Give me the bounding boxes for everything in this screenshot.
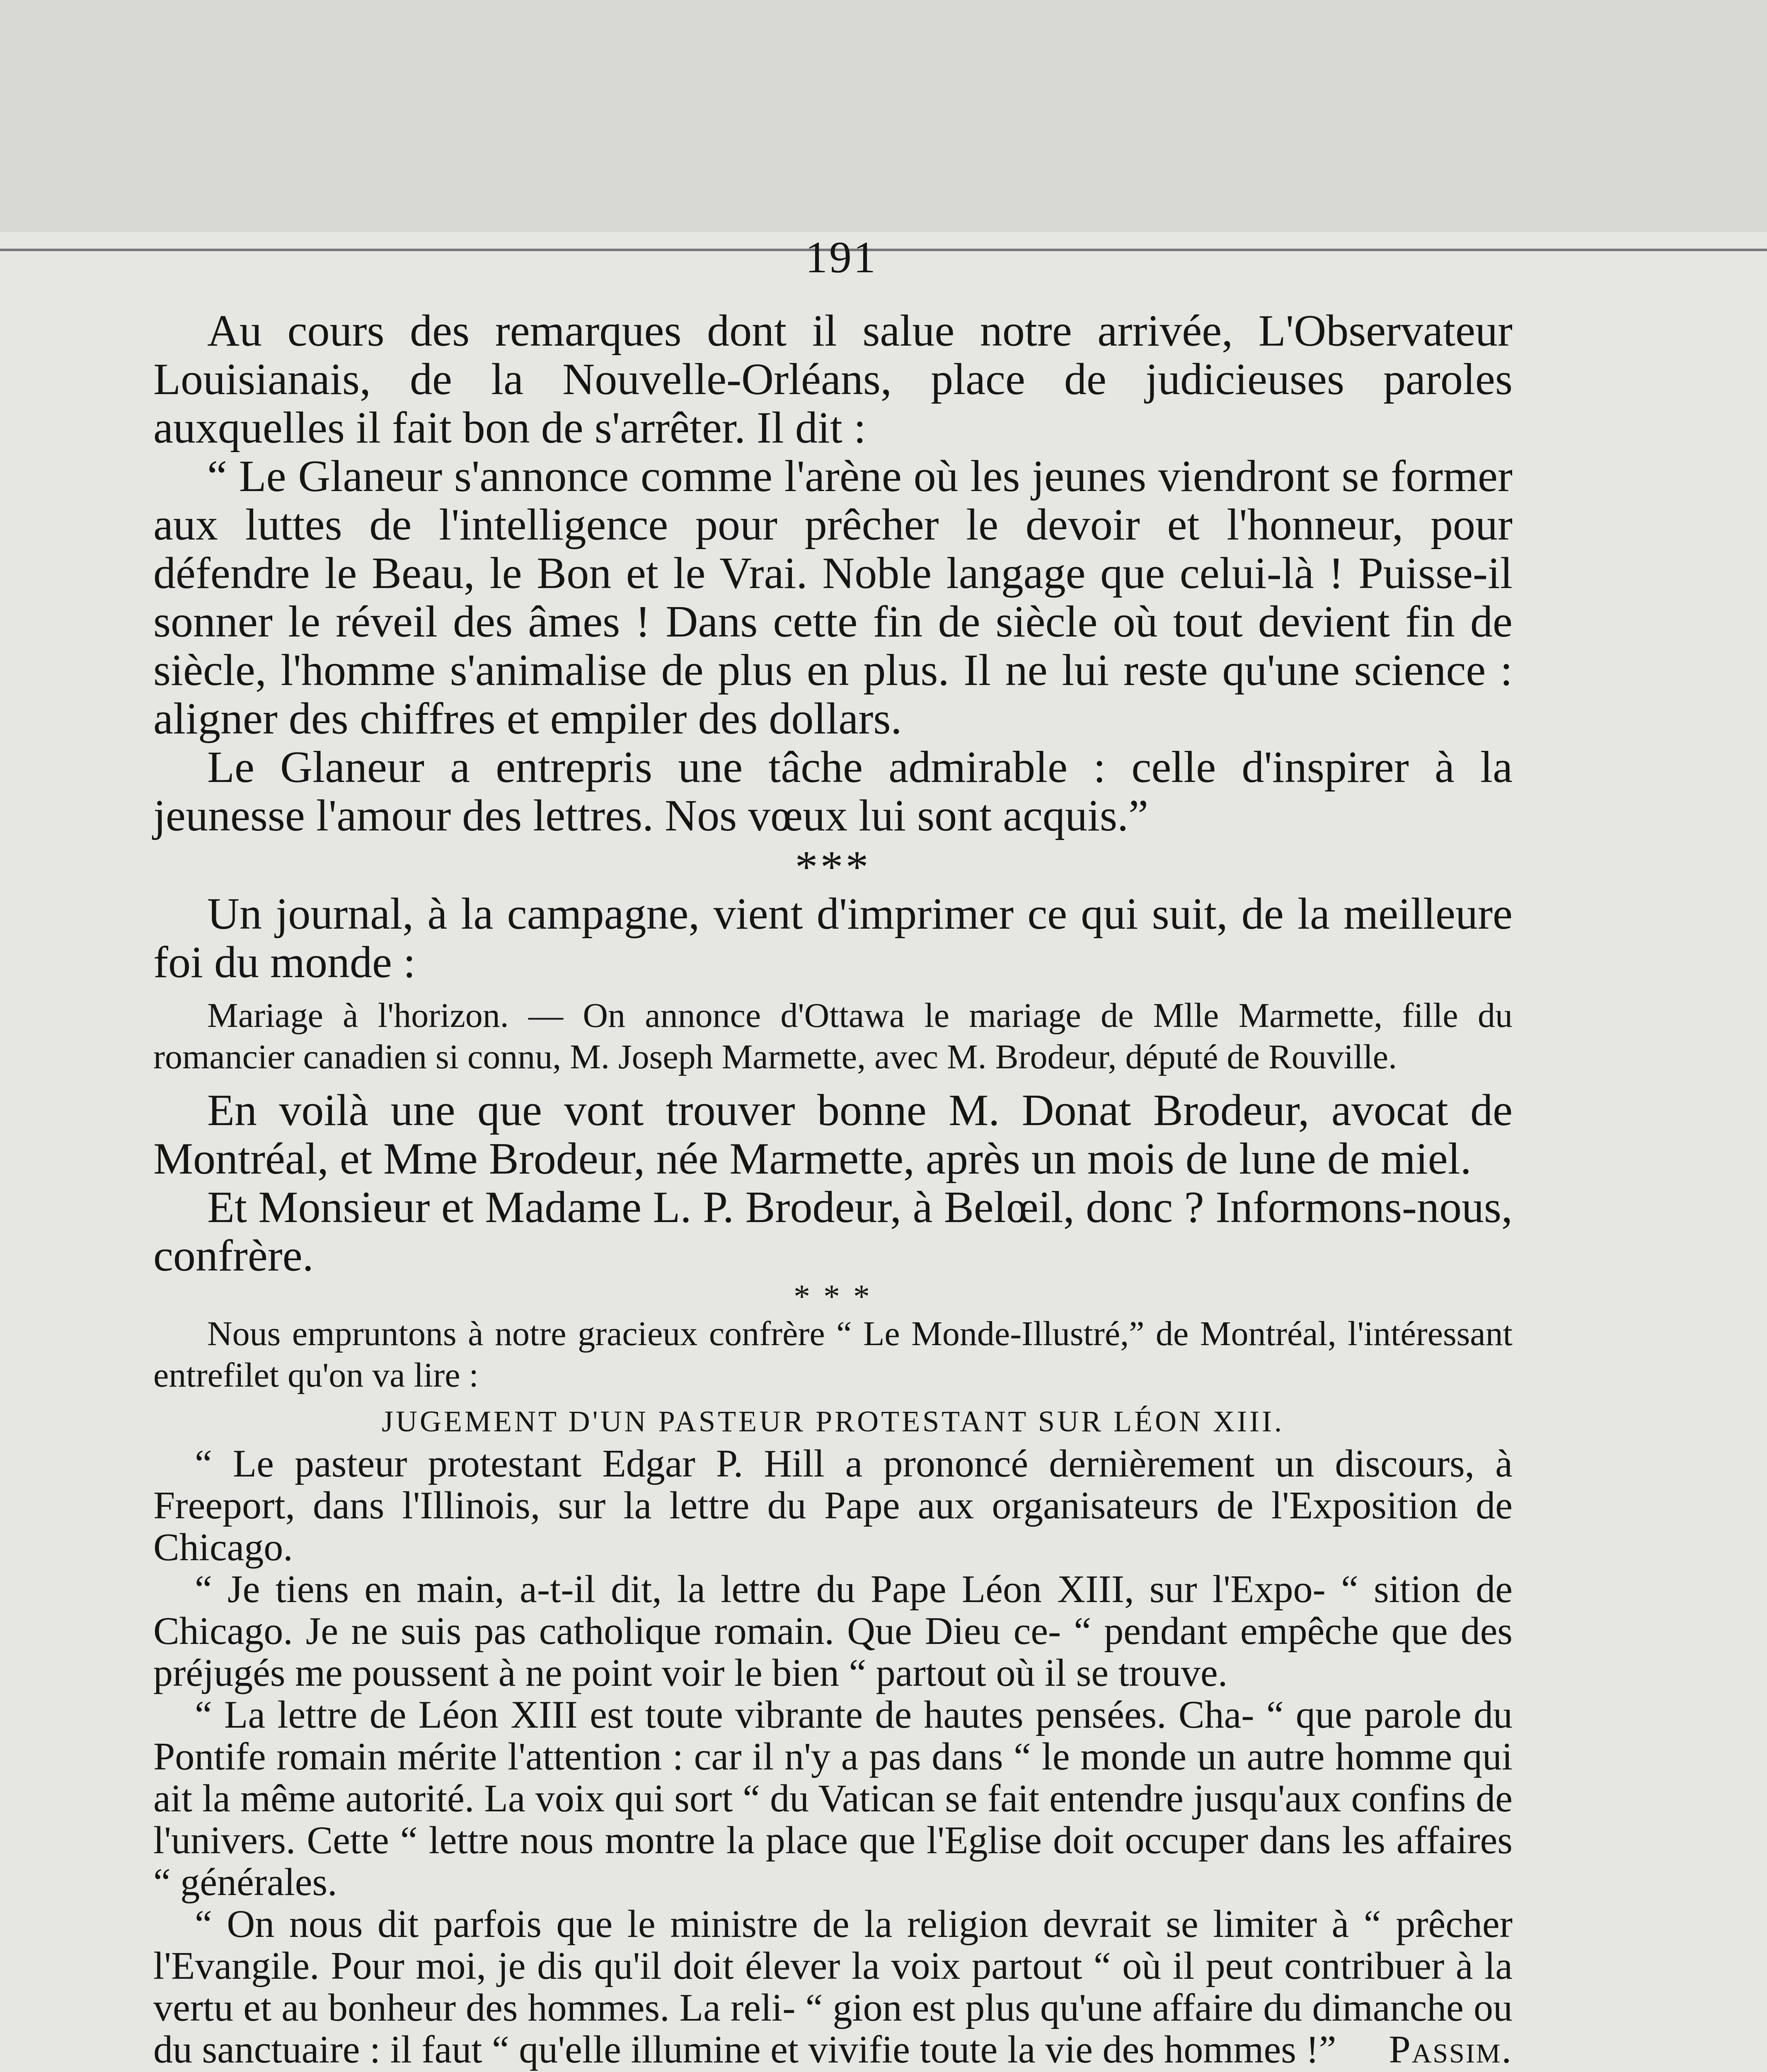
paragraph-hill-quote-3-text: “ On nous dit parfois que le ministre de la religion devrait se limiter à “ prêcher l'Evangile. Pour moi, je dis qu'il doit élever la voix partout “ où il peut contribuer à la vertu et au bonheur des hommes. La reli- “ gion est plus qu'une affaire du dimanche ou du sanctuaire : il faut “ qu'elle illumine et vivifie toute la vie des hommes !” (153, 1903, 1513, 2071)
paragraph-observateur-quote-end: Le Glaneur a entrepris une tâche admirable : celle d'inspirer à la jeunesse l'amour des lettres. Nos vœux lui sont acquis.” (153, 743, 1513, 840)
paragraph-informons-nous: Et Monsieur et Madame L. P. Brodeur, à Belœil, donc ? Informons-nous, confrère. (153, 1183, 1513, 1280)
paragraph-hill-discours: “ Le pasteur protestant Edgar P. Hill a prononcé dernièrement un discours, à Freeport, dans l'Illinois, sur la lettre du Pape aux organisateurs de l'Exposition de Chicago. (153, 1442, 1513, 1569)
paragraph-observateur-intro: Au cours des remarques dont il salue notre arrivée, L'Observateur Louisianais, de la Nouvelle-Orléans, place de judicieuses paroles auxquelles il fait bon de s'arrêter. Il dit : (153, 306, 1513, 453)
paragraph-hill-quote-2: “ La lettre de Léon XIII est toute vibrante de hautes pensées. Cha- “ que parole du Pontife romain mérite l'attention : car il n'y a pas dans “ le monde un autre homme qui ait la même autorité. La voix qui sort “ du Vatican se fait entendre jusqu'aux confins de l'univers. Cette “ lettre nous montre la place que l'Eglise doit occuper dans les affaires “ générales. (153, 1693, 1513, 1904)
paragraph-monde-illustre-intro: Nous empruntons à notre gracieux confrère “ Le Monde-Illustré,” de Montréal, l'intéressant entrefilet qu'on va lire : (153, 1314, 1513, 1394)
paragraph-mariage-notice: Mariage à l'horizon. — On annonce d'Ottawa le mariage de Mlle Marmette, fille du romancier canadien si connu, M. Joseph Marmette, avec M. Brodeur, député de Rouville. (153, 996, 1513, 1076)
page-top-margin (0, 0, 1767, 232)
article-body (153, 307, 1513, 2071)
paragraph-observateur-quote: “ Le Glaneur s'annonce comme l'arène où les jeunes viendront se former aux luttes de l'intelligence pour prêcher le devoir et l'honneur, pour défendre le Beau, le Bon et le Vrai. Noble langage que celui-là ! Puisse-il sonner le réveil des âmes ! Dans cette fin de siècle où tout devient fin de siècle, l'homme s'animalise de plus en plus. Il ne lui reste qu'une science : aligner des chiffres et empiler des dollars. (153, 452, 1513, 743)
paragraph-brodeur-comment: En voilà une que vont trouver bonne M. Donat Brodeur, avocat de Montréal, et Mme Brodeur, née Marmette, après un mois de lune de miel. (153, 1086, 1513, 1184)
paragraph-journal-intro: Un journal, à la campagne, vient d'imprimer ce qui suit, de la meilleure foi du monde : (153, 889, 1513, 987)
signature: Passim. (1389, 2028, 1513, 2071)
article-heading: JUGEMENT D'UN PASTEUR PROTESTANT SUR LÉON XIII. (382, 1405, 1284, 1438)
section-separator: *** (795, 842, 871, 892)
paragraph-hill-quote-1: “ Je tiens en main, a-t-il dit, la lettre du Pape Léon XIII, sur l'Expo- “ sition de Chicago. Je ne suis pas catholique romain. Que Dieu ce- “ pendant empêche que des préjugés me poussent à ne point voir le bien “ partout où il se trouve. (153, 1568, 1513, 1694)
page-number: 191 (805, 233, 877, 282)
section-separator-2: * * * (794, 1278, 872, 1315)
paragraph-hill-quote-3 (153, 1903, 1513, 2071)
